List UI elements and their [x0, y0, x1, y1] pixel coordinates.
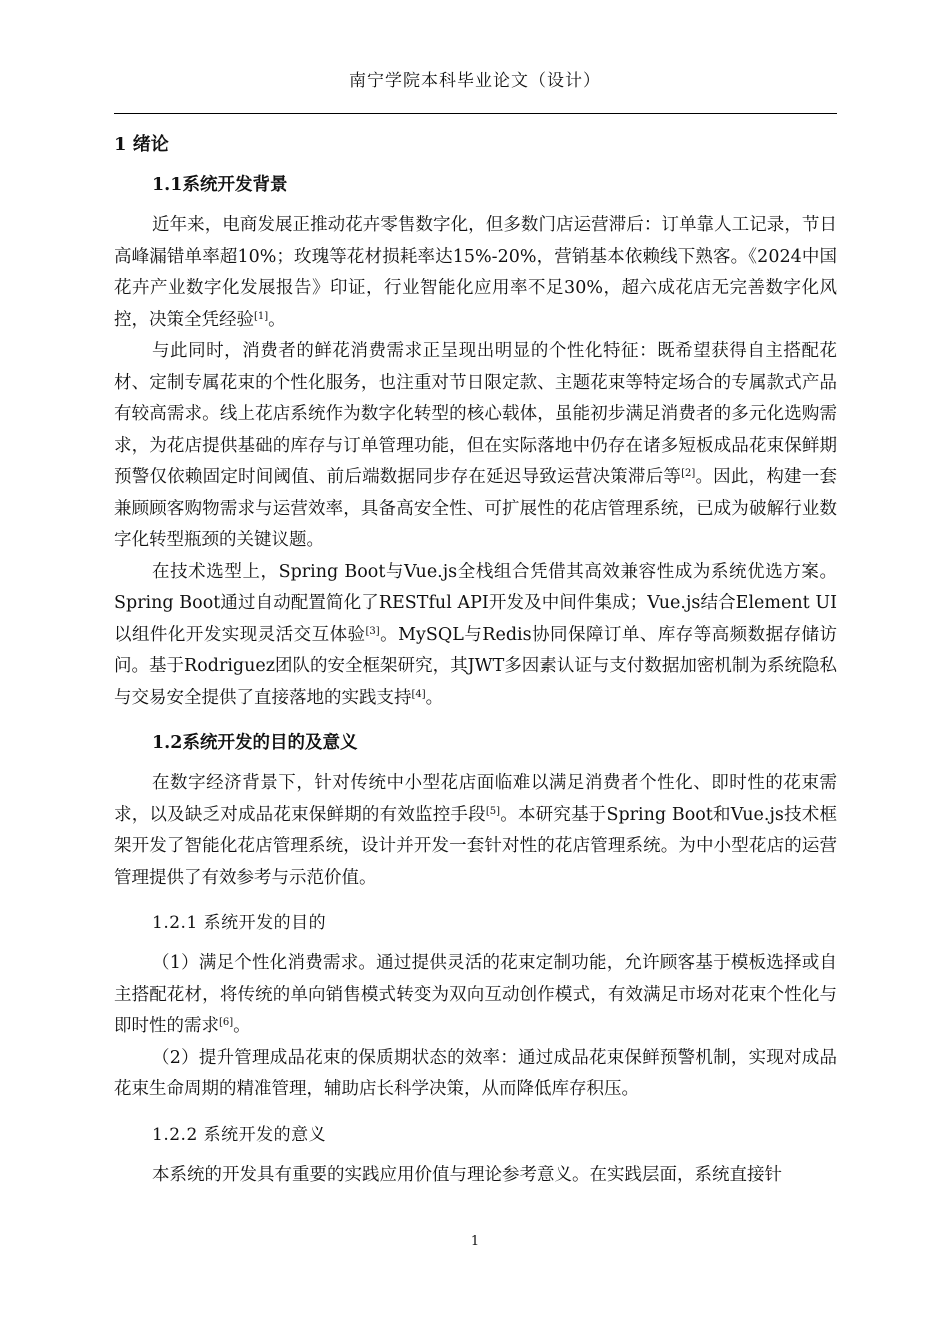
citation[interactable]: [4]	[411, 688, 426, 700]
document-body	[114, 130, 837, 1191]
section-1-1-heading: 1.1系统开发背景	[152, 175, 288, 195]
citation[interactable]: [2]	[681, 468, 696, 479]
paragraph-significance: 本系统的开发具有重要的实践应用价值与理论参考意义。在实践层面，系统直接针	[152, 1164, 782, 1185]
paragraph-purpose-intro: 在数字经济背景下，针对传统中小型花店面临难以满足消费者个性化、即时性的花束需求，以及缺乏对成品花束保鲜期的有效监控手段[5]。本研究基于Spring Boot和Vue.js技术框架开发了智能化花店管理系统，设计并开发一套针对性的花店管理系统。为中小型花店的运营管理提供了有效参考与示范价值。	[114, 773, 837, 888]
chapter-title: 1 绪论	[114, 134, 169, 155]
section-1-2-1-heading: 1.2.1 系统开发的目的	[152, 913, 327, 933]
citation[interactable]: [6]	[219, 1017, 234, 1028]
citation[interactable]: [5]	[485, 805, 501, 817]
paragraph-background-1: 近年来，电商发展正推动花卉零售数字化，但多数门店运营滞后：订单靠人工记录，节日高峰漏错单率超10%；玫瑰等花材损耗率达15%-20%，营销基本依赖线下熟客。《2024中国花卉产业数字化发展报告》印证，行业智能化应用率不足30%，超六成花店无完善数字化风控，决策全凭经验[1]。	[114, 215, 837, 330]
citation[interactable]: [3]	[365, 625, 380, 637]
section-1-2-2-heading: 1.2.2 系统开发的意义	[152, 1124, 327, 1145]
purpose-item-2: （2）提升管理成品花束的保质期状态的效率：通过成品花束保鲜预警机制，实现对成品花束生命周期的精准管理，辅助店长科学决策，从而降低库存积压。	[114, 1047, 837, 1099]
citation[interactable]: [1]	[254, 310, 269, 322]
paragraph-background-2: 与此同时，消费者的鲜花消费需求正呈现出明显的个性化特征：既希望获得自主搭配花材、定制专属花束的个性化服务，也注重对节日限定款、主题花束等特定场合的专属款式产品有较高需求。线上花店系统作为数字化转型的核心载体，虽能初步满足消费者的多元化选购需求，为花店提供基础的库存与订单管理功能，但在实际落地中仍存在诸多短板成品花束保鲜期预警仅依赖固定时间阈值、前后端数据同步存在延迟导致运营决策滞后等[2]。因此，构建一套兼顾顾客购物需求与运营效率，具备高安全性、可扩展性的花店管理系统，已成为破解行业数字化转型瓶颈的关键议题。	[114, 341, 837, 550]
paragraph-background-3: 在技术选型上，Spring Boot与Vue.js全栈组合凭借其高效兼容性成为系统优选方案。Spring Boot通过自动配置简化了RESTful API开发及中间件集成；Vue.js结合Element UI以组件化开发实现灵活交互体验[3]。MySQL与Redis协同保障订单、库存等高频数据存储访问。基于Rodriguez团队的安全框架研究，其JWT多因素认证与支付数据加密机制为系统隐私与交易安全提供了直接落地的实践支持[4]。	[114, 561, 837, 708]
page-number: 1	[470, 1234, 480, 1249]
purpose-item-1: （1）满足个性化消费需求。通过提供灵活的花束定制功能，允许顾客基于模板选择或自主搭配花材，将传统的单向销售模式转变为双向互动创作模式，有效满足市场对花束个性化与即时性的需求[6]。	[114, 953, 837, 1036]
header-rule	[114, 113, 837, 114]
page-header: 南宁学院本科毕业论文（设计）	[349, 71, 601, 91]
section-1-2-heading: 1.2系统开发的目的及意义	[152, 733, 358, 753]
